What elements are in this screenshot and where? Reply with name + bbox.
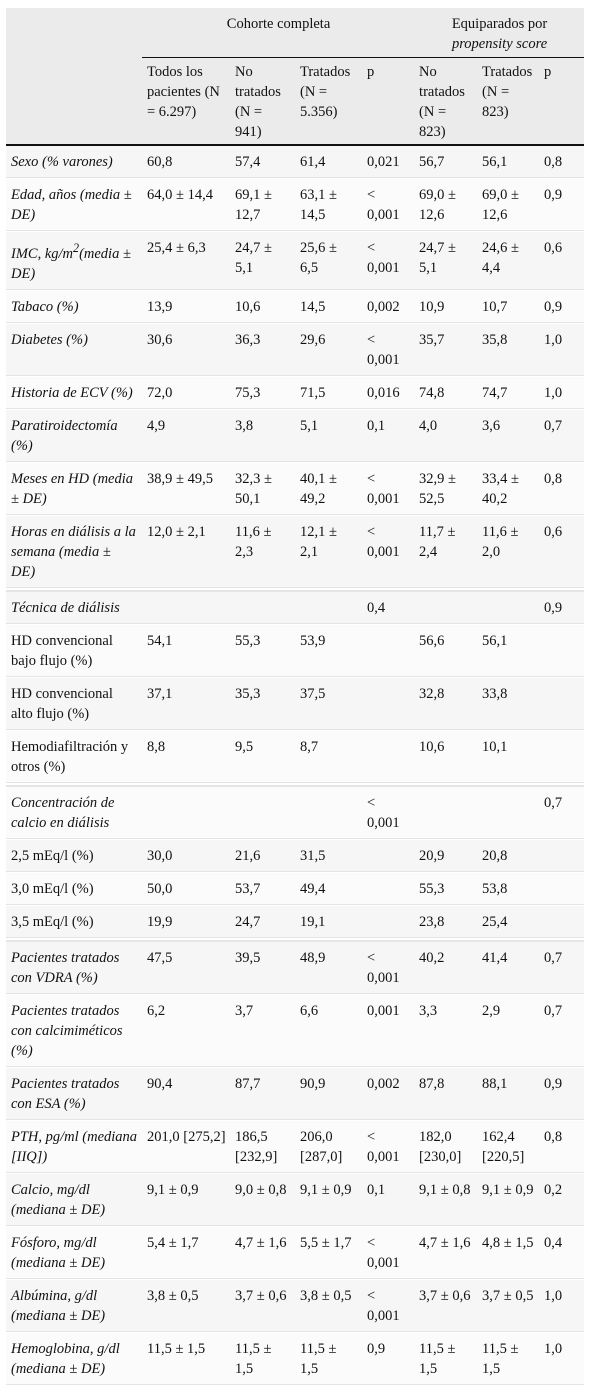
value-cell: 35,3	[230, 677, 295, 730]
table-row	[6, 786, 584, 839]
value-cell: 21,6	[230, 839, 295, 872]
value-cell: 10,6	[230, 290, 295, 323]
p-value-cell: 0,8	[539, 1120, 584, 1173]
value-cell: 30,0	[142, 839, 230, 872]
value-cell: 186,5 [232,9]	[230, 1120, 295, 1173]
value-cell: 9,5	[230, 730, 295, 783]
value-cell: 11,5 ± 1,5	[142, 1332, 230, 1385]
value-cell: 56,6	[414, 624, 477, 677]
header-group-propensity-matched	[414, 8, 584, 58]
p-value-cell: 0,9	[539, 1067, 584, 1120]
value-cell: 24,7 ± 5,1	[414, 232, 477, 291]
value-cell: 3,8 ± 0,5	[142, 1279, 230, 1332]
value-cell	[230, 786, 295, 839]
value-cell: 9,1 ± 0,9	[477, 1173, 539, 1226]
p-value-cell: 0,9	[539, 591, 584, 624]
p-value-cell	[539, 677, 584, 730]
value-cell: 11,5 ± 1,5	[230, 1332, 295, 1385]
table-row	[6, 905, 584, 938]
value-cell: 74,7	[477, 376, 539, 409]
p-value-cell: < 0,001	[362, 462, 414, 515]
header-group-full-cohort-label: Cohorte completa	[226, 16, 331, 32]
table-header	[6, 8, 584, 145]
value-cell: 38,9 ± 49,5	[142, 462, 230, 515]
table-row	[6, 677, 584, 730]
p-value-cell	[362, 730, 414, 783]
table-row	[6, 1226, 584, 1279]
row-sublabel: HD convencional alto flujo (%)	[6, 677, 142, 730]
value-cell: 4,7 ± 1,6	[414, 1226, 477, 1279]
row-label: Tabaco (%)	[6, 290, 142, 323]
row-sublabel: 3,5 mEq/l (%)	[6, 905, 142, 938]
row-sublabel: 3,0 mEq/l (%)	[6, 872, 142, 905]
p-value-cell: 0,9	[539, 179, 584, 232]
value-cell: 53,9	[295, 624, 362, 677]
value-cell: 56,7	[414, 145, 477, 179]
p-value-cell: 0,4	[539, 1226, 584, 1279]
p-value-cell: 0,2	[539, 1173, 584, 1226]
p-value-cell: < 0,001	[362, 786, 414, 839]
p-value-cell: 0,021	[362, 145, 414, 179]
table-row	[6, 591, 584, 624]
value-cell: 56,1	[477, 624, 539, 677]
value-cell: 11,6 ± 2,0	[477, 515, 539, 588]
value-cell: 25,4 ± 6,3	[142, 232, 230, 291]
header-group-row	[6, 8, 584, 58]
value-cell: 69,1 ± 12,7	[230, 179, 295, 232]
value-cell: 49,4	[295, 872, 362, 905]
value-cell	[414, 591, 477, 624]
p-value-cell: 0,4	[362, 591, 414, 624]
value-cell: 3,8	[230, 409, 295, 462]
p-value-cell: 0,8	[539, 462, 584, 515]
value-cell: 71,5	[295, 376, 362, 409]
value-cell: 25,6 ± 6,5	[295, 232, 362, 291]
table-row	[6, 1332, 584, 1385]
p-value-cell: 1,0	[539, 1279, 584, 1332]
row-sublabel: Hemodiafiltración y otros (%)	[6, 730, 142, 783]
row-label: Diabetes (%)	[6, 323, 142, 376]
value-cell: 88,1	[477, 1067, 539, 1120]
table-row	[6, 515, 584, 588]
value-cell: 182,0 [230,0]	[414, 1120, 477, 1173]
value-cell: 206,0 [287,0]	[295, 1120, 362, 1173]
column-header: No tratados (N = 941)	[235, 64, 281, 140]
value-cell	[295, 591, 362, 624]
p-value-cell: < 0,001	[362, 232, 414, 291]
header-empty-cell	[6, 58, 142, 146]
value-cell: 24,7	[230, 905, 295, 938]
table-row	[6, 1067, 584, 1120]
value-cell: 90,9	[295, 1067, 362, 1120]
row-sublabel: 2,5 mEq/l (%)	[6, 839, 142, 872]
row-label-text: IMC, kg/m	[11, 245, 74, 262]
p-value-cell	[362, 624, 414, 677]
value-cell: 162,4 [220,5]	[477, 1120, 539, 1173]
value-cell: 4,9	[142, 409, 230, 462]
value-cell: 56,1	[477, 145, 539, 179]
value-cell: 9,0 ± 0,8	[230, 1173, 295, 1226]
value-cell: 201,0 [275,2]	[142, 1120, 230, 1173]
value-cell: 35,7	[414, 323, 477, 376]
value-cell: 11,5 ± 1,5	[477, 1332, 539, 1385]
table-row	[6, 290, 584, 323]
p-value-cell: 0,1	[362, 1173, 414, 1226]
value-cell: 29,6	[295, 323, 362, 376]
value-cell: 32,3 ± 50,1	[230, 462, 295, 515]
value-cell: 3,7 ± 0,6	[230, 1279, 295, 1332]
p-value-cell: 0,9	[362, 1332, 414, 1385]
p-value-cell	[362, 677, 414, 730]
table-row	[6, 872, 584, 905]
value-cell: 6,2	[142, 994, 230, 1067]
table-row	[6, 232, 584, 291]
table-row	[6, 1279, 584, 1332]
value-cell: 5,5 ± 1,7	[295, 1226, 362, 1279]
value-cell: 63,1 ± 14,5	[295, 179, 362, 232]
table-row	[6, 730, 584, 783]
value-cell: 6,6	[295, 994, 362, 1067]
value-cell: 11,5 ± 1,5	[414, 1332, 477, 1385]
table-row	[6, 409, 584, 462]
p-value-cell: 0,7	[539, 409, 584, 462]
p-value-cell	[539, 839, 584, 872]
value-cell: 3,3	[414, 994, 477, 1067]
value-cell: 75,3	[230, 376, 295, 409]
column-header: Tratados (N = 5.356)	[300, 64, 351, 120]
value-cell: 55,3	[414, 872, 477, 905]
table-row	[6, 1173, 584, 1226]
value-cell: 87,8	[414, 1067, 477, 1120]
p-value-cell: 0,8	[539, 145, 584, 179]
value-cell: 11,5 ± 1,5	[295, 1332, 362, 1385]
column-header: No tratados (N = 823)	[419, 64, 465, 140]
value-cell: 12,0 ± 2,1	[142, 515, 230, 588]
value-cell: 87,7	[230, 1067, 295, 1120]
p-value-cell: 0,016	[362, 376, 414, 409]
row-sublabel: HD convencional bajo flujo (%)	[6, 624, 142, 677]
p-value-cell: < 0,001	[362, 515, 414, 588]
value-cell: 13,9	[142, 290, 230, 323]
p-value-cell: 0,002	[362, 290, 414, 323]
value-cell: 61,4	[295, 145, 362, 179]
value-cell: 20,8	[477, 839, 539, 872]
p-value-cell: 0,001	[362, 994, 414, 1067]
p-value-cell: < 0,001	[362, 179, 414, 232]
value-cell: 5,1	[295, 409, 362, 462]
value-cell: 3,8 ± 0,5	[295, 1279, 362, 1332]
value-cell: 50,0	[142, 872, 230, 905]
value-cell: 48,9	[295, 941, 362, 994]
p-value-cell: 0,7	[539, 786, 584, 839]
row-label: Pacientes tratados con calcimiméticos (%)	[6, 994, 142, 1067]
value-cell: 3,6	[477, 409, 539, 462]
value-cell: 4,7 ± 1,6	[230, 1226, 295, 1279]
p-value-cell: 0,6	[539, 515, 584, 588]
value-cell: 90,4	[142, 1067, 230, 1120]
p-value-cell: 1,0	[539, 376, 584, 409]
column-header: p	[544, 64, 552, 80]
p-value-cell: 0,1	[362, 409, 414, 462]
row-label: Edad, años (media ± DE)	[6, 179, 142, 232]
row-label: Sexo (% varones)	[6, 145, 142, 179]
p-value-cell	[362, 872, 414, 905]
value-cell: 72,0	[142, 376, 230, 409]
value-cell: 40,2	[414, 941, 477, 994]
value-cell: 24,7 ± 5,1	[230, 232, 295, 291]
p-value-cell: 0,6	[539, 232, 584, 291]
row-label: PTH, pg/ml (mediana [IIQ])	[6, 1120, 142, 1173]
row-label: Pacientes tratados con ESA (%)	[6, 1067, 142, 1120]
value-cell: 69,0 ± 12,6	[414, 179, 477, 232]
value-cell: 3,7	[230, 994, 295, 1067]
p-value-cell: < 0,001	[362, 1120, 414, 1173]
p-value-cell: 0,9	[539, 290, 584, 323]
value-cell: 53,8	[477, 872, 539, 905]
row-label: Calcio, mg/dl (mediana ± DE)	[6, 1173, 142, 1226]
p-value-cell	[539, 872, 584, 905]
row-label: Horas en diálisis a la semana (media ± DE)	[6, 515, 142, 588]
p-value-cell	[539, 624, 584, 677]
table-row	[6, 462, 584, 515]
header-group-matched-line2: propensity score	[451, 36, 548, 52]
value-cell	[295, 786, 362, 839]
p-value-cell	[539, 730, 584, 783]
value-cell: 10,7	[477, 290, 539, 323]
row-label	[6, 232, 142, 291]
p-value-cell: 0,002	[362, 1067, 414, 1120]
row-label: Concentración de calcio en diálisis	[6, 786, 142, 839]
value-cell: 33,8	[477, 677, 539, 730]
p-value-cell	[539, 905, 584, 938]
value-cell: 32,8	[414, 677, 477, 730]
value-cell: 11,7 ± 2,4	[414, 515, 477, 588]
value-cell: 2,9	[477, 994, 539, 1067]
value-cell: 9,1 ± 0,9	[142, 1173, 230, 1226]
value-cell: 14,5	[295, 290, 362, 323]
value-cell: 11,6 ± 2,3	[230, 515, 295, 588]
value-cell: 33,4 ± 40,2	[477, 462, 539, 515]
header-empty-cell	[6, 8, 142, 58]
value-cell: 41,4	[477, 941, 539, 994]
value-cell: 37,5	[295, 677, 362, 730]
column-header: p	[367, 64, 375, 80]
value-cell: 57,4	[230, 145, 295, 179]
row-label: Historia de ECV (%)	[6, 376, 142, 409]
value-cell: 8,7	[295, 730, 362, 783]
p-value-cell: 0,7	[539, 941, 584, 994]
row-label: Paratiroidectomía (%)	[6, 409, 142, 462]
p-value-cell: < 0,001	[362, 1279, 414, 1332]
table-row	[6, 179, 584, 232]
p-value-cell	[362, 905, 414, 938]
header-group-matched-line1: Equiparados por	[451, 16, 548, 32]
value-cell: 74,8	[414, 376, 477, 409]
value-cell: 30,6	[142, 323, 230, 376]
column-header: Todos los pacientes (N = 6.297)	[147, 64, 220, 120]
value-cell: 3,7 ± 0,6	[414, 1279, 477, 1332]
table-row	[6, 376, 584, 409]
row-label: Pacientes tratados con VDRA (%)	[6, 941, 142, 994]
value-cell	[142, 786, 230, 839]
value-cell: 19,1	[295, 905, 362, 938]
value-cell: 19,9	[142, 905, 230, 938]
header-group-full-cohort	[142, 8, 414, 58]
row-label-superscript: 2	[73, 241, 80, 255]
table-body	[6, 145, 584, 1385]
value-cell: 64,0 ± 14,4	[142, 179, 230, 232]
row-label: Meses en HD (media ± DE)	[6, 462, 142, 515]
row-label: Albúmina, g/dl (mediana ± DE)	[6, 1279, 142, 1332]
row-label: Hemoglobina, g/dl (mediana ± DE)	[6, 1332, 142, 1385]
value-cell: 12,1 ± 2,1	[295, 515, 362, 588]
row-label-text: (media ± DE)	[11, 245, 131, 282]
value-cell: 60,8	[142, 145, 230, 179]
value-cell: 10,6	[414, 730, 477, 783]
p-value-cell: < 0,001	[362, 1226, 414, 1279]
value-cell: 47,5	[142, 941, 230, 994]
table-row	[6, 145, 584, 179]
value-cell: 10,1	[477, 730, 539, 783]
value-cell: 39,5	[230, 941, 295, 994]
column-header: Tratados (N = 823)	[482, 64, 533, 120]
baseline-characteristics-table	[6, 8, 584, 1386]
value-cell: 35,8	[477, 323, 539, 376]
value-cell: 24,6 ± 4,4	[477, 232, 539, 291]
p-value-cell: 1,0	[539, 323, 584, 376]
value-cell	[142, 591, 230, 624]
value-cell: 31,5	[295, 839, 362, 872]
p-value-cell: < 0,001	[362, 941, 414, 994]
value-cell: 23,8	[414, 905, 477, 938]
p-value-cell: 0,7	[539, 994, 584, 1067]
table-row	[6, 994, 584, 1067]
value-cell	[414, 786, 477, 839]
table-row	[6, 624, 584, 677]
value-cell: 20,9	[414, 839, 477, 872]
row-label: Fósforo, mg/dl (mediana ± DE)	[6, 1226, 142, 1279]
value-cell: 9,1 ± 0,8	[414, 1173, 477, 1226]
p-value-cell: < 0,001	[362, 323, 414, 376]
value-cell: 9,1 ± 0,9	[295, 1173, 362, 1226]
row-label: Técnica de diálisis	[6, 591, 142, 624]
table-row	[6, 941, 584, 994]
table-row	[6, 1120, 584, 1173]
value-cell: 40,1 ± 49,2	[295, 462, 362, 515]
value-cell: 5,4 ± 1,7	[142, 1226, 230, 1279]
value-cell: 32,9 ± 52,5	[414, 462, 477, 515]
p-value-cell: 1,0	[539, 1332, 584, 1385]
header-column-row	[6, 58, 584, 146]
value-cell: 54,1	[142, 624, 230, 677]
value-cell: 53,7	[230, 872, 295, 905]
value-cell	[477, 786, 539, 839]
value-cell: 55,3	[230, 624, 295, 677]
table-row	[6, 839, 584, 872]
value-cell: 4,8 ± 1,5	[477, 1226, 539, 1279]
value-cell: 37,1	[142, 677, 230, 730]
p-value-cell	[362, 839, 414, 872]
value-cell: 3,7 ± 0,5	[477, 1279, 539, 1332]
value-cell: 8,8	[142, 730, 230, 783]
value-cell: 4,0	[414, 409, 477, 462]
value-cell	[230, 591, 295, 624]
value-cell	[477, 591, 539, 624]
table-row	[6, 323, 584, 376]
value-cell: 25,4	[477, 905, 539, 938]
value-cell: 69,0 ± 12,6	[477, 179, 539, 232]
value-cell: 10,9	[414, 290, 477, 323]
value-cell: 36,3	[230, 323, 295, 376]
